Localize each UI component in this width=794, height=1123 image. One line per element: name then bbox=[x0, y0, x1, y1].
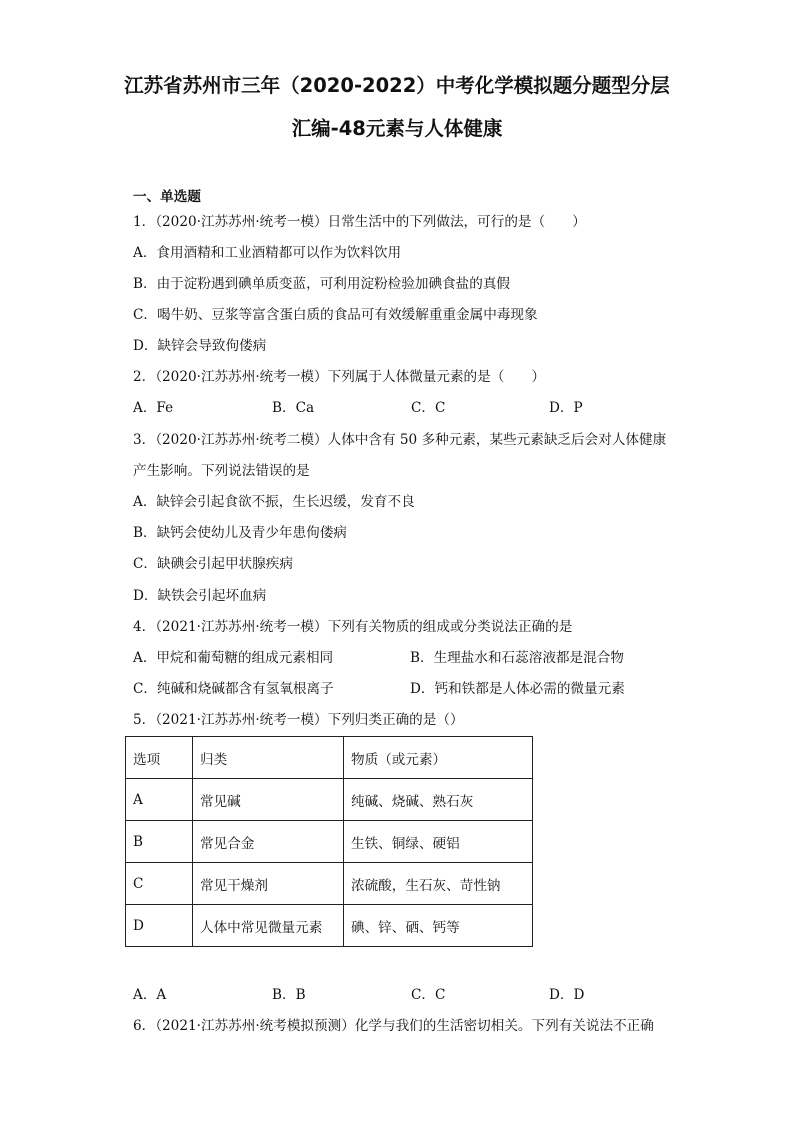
q2-option-a: A．Fe bbox=[133, 400, 174, 416]
table-cell: A bbox=[126, 779, 193, 821]
q5-classification-table bbox=[125, 736, 533, 947]
q1-option-a: A．食用酒精和工业酒精都可以作为饮料饮用 bbox=[133, 245, 402, 261]
q5-option-c: C．C bbox=[411, 987, 446, 1003]
table-header-cell: 物质（或元素） bbox=[344, 737, 533, 779]
table-header-cell: 归类 bbox=[193, 737, 344, 779]
q5-option-b: B．B bbox=[272, 987, 306, 1003]
table-cell: 纯碱、烧碱、熟石灰 bbox=[344, 779, 533, 821]
table-cell: 浓硫酸，生石灰、苛性钠 bbox=[344, 863, 533, 905]
table-cell: B bbox=[126, 821, 193, 863]
q3-stem-line-2: 产生影响。下列说法错误的是 bbox=[133, 463, 310, 479]
table-cell: 人体中常见微量元素 bbox=[193, 905, 344, 947]
table-header-row bbox=[126, 737, 533, 779]
q1-option-d: D．缺锌会导致佝偻病 bbox=[133, 338, 267, 354]
doc-title-line-2: 汇编-48元素与人体健康 bbox=[291, 117, 503, 140]
table-cell: C bbox=[126, 863, 193, 905]
q1-option-c: C．喝牛奶、豆浆等富含蛋白质的食品可有效缓解重重金属中毒现象 bbox=[133, 307, 538, 323]
doc-title-line-1: 江苏省苏州市三年（2020-2022）中考化学模拟题分题型分层 bbox=[124, 74, 670, 97]
q5-option-a: A．A bbox=[133, 987, 167, 1003]
table-row bbox=[126, 821, 533, 863]
table-cell: 常见干燥剂 bbox=[193, 863, 344, 905]
table-cell: 常见合金 bbox=[193, 821, 344, 863]
table-cell: 常见碱 bbox=[193, 779, 344, 821]
q2-option-b: B．Ca bbox=[272, 400, 315, 416]
q2-option-c: C．C bbox=[411, 400, 446, 416]
q2-option-d: D．P bbox=[549, 400, 583, 416]
table-cell: 生铁、铜绿、硬铝 bbox=[344, 821, 533, 863]
q1-option-b: B．由于淀粉遇到碘单质变蓝，可利用淀粉检验加碘食盐的真假 bbox=[133, 276, 511, 292]
q3-option-b: B．缺钙会使幼儿及青少年患佝偻病 bbox=[133, 525, 347, 541]
q4-stem: 4．（2021·江苏苏州·统考一模）下列有关物质的组成或分类说法正确的是 bbox=[133, 619, 573, 635]
q2-stem: 2．（2020·江苏苏州·统考一模）下列属于人体微量元素的是（ ） bbox=[133, 369, 546, 385]
q5-option-d: D．D bbox=[549, 987, 585, 1003]
q4-option-a: A．甲烷和葡萄糖的组成元素相同 bbox=[133, 650, 334, 666]
table-row bbox=[126, 779, 533, 821]
q3-option-a: A．缺锌会引起食欲不振，生长迟缓，发育不良 bbox=[133, 494, 415, 510]
q3-stem-line-1: 3．（2020·江苏苏州·统考二模）人体中含有 50 多种元素，某些元素缺乏后会对人体健康 bbox=[133, 432, 667, 448]
q5-stem: 5．（2021·江苏苏州·统考一模）下列归类正确的是（） bbox=[133, 712, 464, 728]
table-row bbox=[126, 905, 533, 947]
table-cell: D bbox=[126, 905, 193, 947]
q3-option-d: D．缺铁会引起坏血病 bbox=[133, 588, 267, 604]
q1-stem: 1．（2020·江苏苏州·统考一模）日常生活中的下列做法，可行的是（ ） bbox=[133, 214, 586, 230]
q3-option-c: C．缺碘会引起甲状腺疾病 bbox=[133, 556, 293, 572]
table-row bbox=[126, 863, 533, 905]
q6-stem: 6．（2021·江苏苏州·统考模拟预测）化学与我们的生活密切相关。下列有关说法不正确 bbox=[133, 1018, 654, 1034]
table-cell: 碘、锌、硒、钙等 bbox=[344, 905, 533, 947]
section-heading: 一、单选题 bbox=[133, 189, 201, 205]
q4-option-d: D．钙和铁都是人体必需的微量元素 bbox=[410, 681, 625, 697]
q4-option-c: C．纯碱和烧碱都含有氢氧根离子 bbox=[133, 681, 334, 697]
q4-option-b: B．生理盐水和石蕊溶液都是混合物 bbox=[410, 650, 624, 666]
table-header-cell: 选项 bbox=[126, 737, 193, 779]
